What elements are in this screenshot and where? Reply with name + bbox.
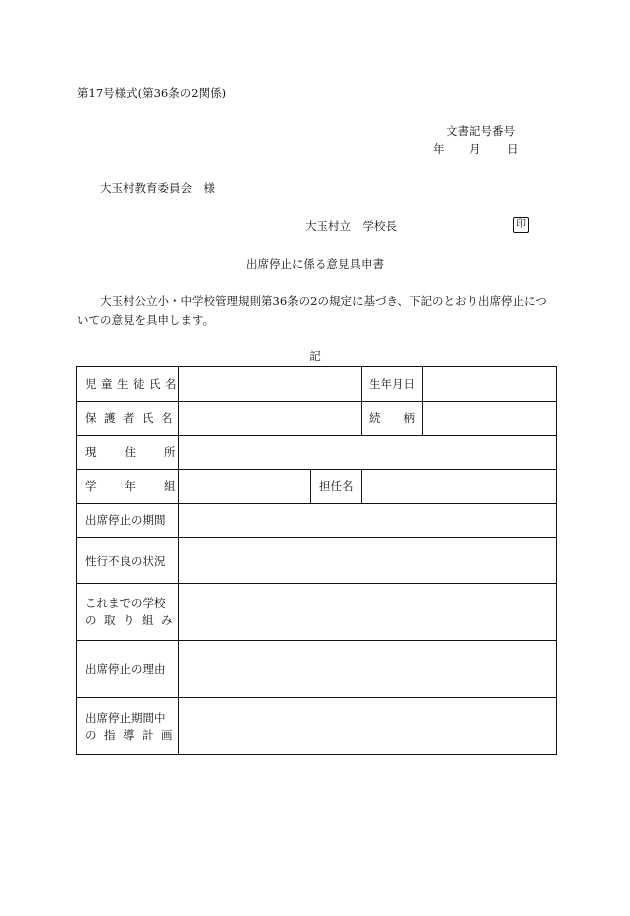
suspension-reason-field[interactable] bbox=[179, 641, 556, 697]
column-divider bbox=[310, 469, 311, 503]
student-name-field[interactable] bbox=[179, 368, 361, 401]
school-efforts-label bbox=[85, 595, 180, 629]
seal-mark: 印 bbox=[513, 217, 529, 233]
document-number: 文書記号番号 bbox=[446, 124, 515, 138]
suspension-period-field[interactable] bbox=[179, 504, 556, 537]
document-title: 出席停止に係る意見具申書 bbox=[246, 257, 384, 271]
guidance-plan-field[interactable] bbox=[179, 698, 556, 754]
date-month: 月 bbox=[469, 142, 481, 156]
addressee: 大玉村教育委員会 様 bbox=[100, 181, 215, 195]
column-divider bbox=[361, 367, 362, 435]
school-efforts-label-line2: の取り組み bbox=[85, 613, 180, 627]
school-efforts-label-line1: これまでの学校 bbox=[85, 596, 166, 610]
application-form-table bbox=[76, 366, 557, 755]
guidance-plan-label bbox=[85, 710, 180, 744]
suspension-period-label: 出席停止の期間 bbox=[85, 513, 166, 527]
address-field[interactable] bbox=[179, 436, 556, 469]
guardian-name-label: 保護者氏名 bbox=[85, 411, 180, 425]
relationship-label: 続柄 bbox=[369, 411, 438, 425]
homeroom-teacher-label: 担任名 bbox=[319, 479, 354, 493]
homeroom-teacher-field[interactable] bbox=[362, 470, 556, 503]
grade-class-field[interactable] bbox=[179, 470, 310, 503]
grade-class-label: 学年組 bbox=[85, 479, 204, 493]
date-year: 年 bbox=[433, 142, 445, 156]
address-label: 現住所 bbox=[85, 445, 204, 459]
body-text: 大玉村公立小・中学校管理規則第36条の2の規定に基づき、下記のとおり出席停止についての意見を具申します。 bbox=[77, 294, 547, 327]
misconduct-label: 性行不良の状況 bbox=[85, 554, 166, 568]
date-day: 日 bbox=[507, 142, 519, 156]
misconduct-field[interactable] bbox=[179, 538, 556, 583]
school-efforts-field[interactable] bbox=[179, 584, 556, 640]
guardian-name-field[interactable] bbox=[179, 402, 361, 435]
student-name-label: 児童生徒氏名 bbox=[85, 377, 181, 391]
sender: 大玉村立 学校長 bbox=[305, 219, 397, 233]
record-label: 記 bbox=[309, 349, 321, 363]
suspension-reason-label: 出席停止の理由 bbox=[85, 662, 166, 676]
birth-date-field[interactable] bbox=[423, 368, 556, 401]
birth-date-label: 生年月日 bbox=[369, 377, 415, 391]
guidance-plan-label-line2: の指導計画 bbox=[85, 728, 180, 742]
form-number: 第17号様式(第36条の2関係) bbox=[77, 86, 227, 100]
guidance-plan-label-line1: 出席停止期間中 bbox=[85, 711, 166, 725]
date-line bbox=[433, 141, 519, 157]
relationship-field[interactable] bbox=[423, 402, 556, 435]
